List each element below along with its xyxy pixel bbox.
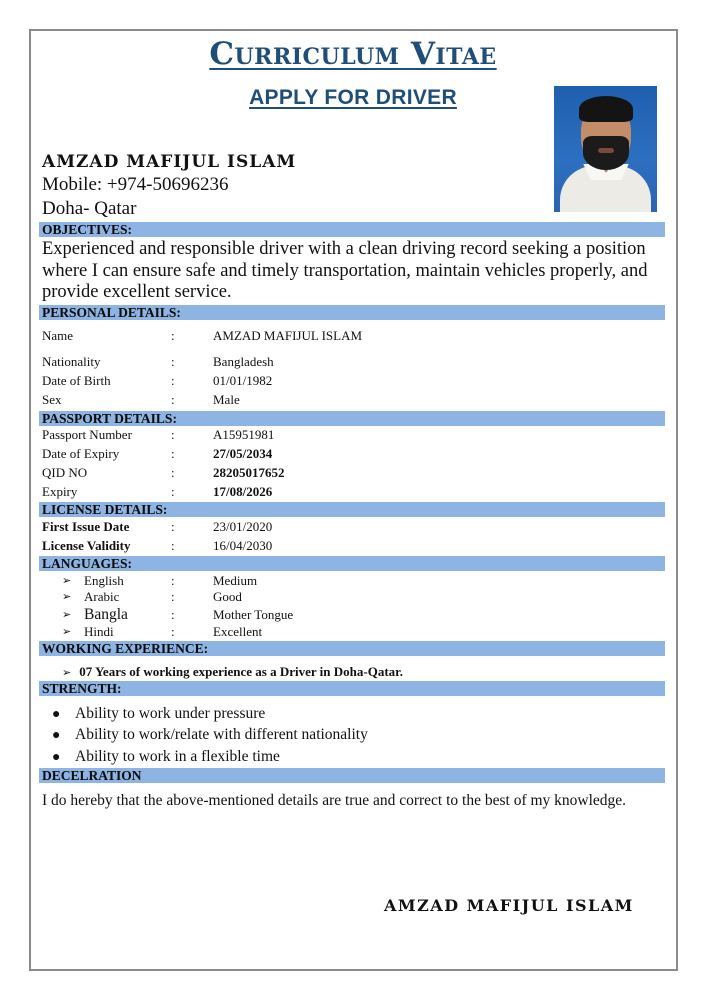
strength-text: Ability to work/relate with different nationality	[75, 726, 368, 743]
row-colon: :	[171, 538, 175, 553]
row-label: License Validity	[42, 538, 131, 553]
row-value: 01/01/1982	[213, 373, 273, 388]
row-colon: :	[171, 484, 175, 499]
arrow-bullet-icon: ➢	[62, 666, 72, 679]
row-value: A15951981	[213, 427, 275, 442]
row-colon: :	[171, 354, 175, 369]
row-colon: :	[171, 427, 175, 442]
applicant-location: Doha- Qatar	[42, 198, 137, 219]
language-level: Good	[213, 589, 242, 604]
applicant-name: AMZAD MAFIJUL ISLAM	[42, 152, 297, 172]
language-name: Hindi	[84, 624, 114, 639]
row-colon: :	[171, 373, 175, 388]
arrow-bullet-icon: ➢	[62, 625, 72, 638]
language-row	[62, 573, 642, 589]
row-value: Bangladesh	[213, 354, 274, 369]
language-level: Medium	[213, 573, 258, 588]
row-colon: :	[171, 607, 175, 622]
passport-row	[42, 484, 642, 500]
personal-row	[42, 328, 642, 344]
row-colon: :	[171, 446, 175, 461]
personal-heading: PERSONAL DETAILS:	[39, 305, 665, 320]
row-value: Male	[213, 392, 240, 407]
language-row	[62, 624, 642, 640]
passport-row	[42, 446, 642, 462]
passport-heading: PASSPORT DETAILS:	[39, 411, 665, 426]
row-colon: :	[171, 519, 175, 534]
row-colon: :	[171, 392, 175, 407]
arrow-bullet-icon: ➢	[62, 590, 72, 603]
experience-text: 07 Years of working experience as a Driver in Doha-Qatar.	[79, 664, 403, 679]
row-value: 16/04/2030	[213, 538, 273, 553]
strength-text: Ability to work under pressure	[75, 705, 266, 722]
language-name: Arabic	[84, 589, 120, 604]
language-name: English	[84, 573, 124, 588]
cv-title: Curriculum Vitae	[209, 36, 497, 72]
row-value: AMZAD MAFIJUL ISLAM	[213, 328, 363, 343]
row-label: Nationality	[42, 354, 101, 369]
strength-item	[52, 748, 280, 766]
row-colon: :	[171, 465, 175, 480]
language-level: Excellent	[213, 624, 263, 639]
arrow-bullet-icon: ➢	[62, 574, 72, 587]
objectives-heading: OBJECTIVES:	[39, 222, 665, 237]
strength-heading: STRENGTH:	[39, 681, 665, 696]
passport-row	[42, 427, 642, 443]
personal-row	[42, 392, 642, 408]
row-label: Expiry	[42, 484, 78, 499]
experience-heading: WORKING EXPERIENCE:	[39, 641, 665, 656]
row-label: First Issue Date	[42, 519, 130, 534]
personal-row	[42, 373, 642, 389]
row-label: Name	[42, 328, 74, 343]
row-label: Passport Number	[42, 427, 132, 442]
applicant-photo	[554, 86, 657, 212]
row-label: QID NO	[42, 465, 88, 480]
applicant-mobile: Mobile: +974-50696236	[42, 174, 229, 195]
row-label: Date of Expiry	[42, 446, 120, 461]
personal-row	[42, 354, 642, 370]
bullet-icon: ●	[52, 750, 61, 765]
language-row	[62, 607, 642, 623]
row-value: 17/08/2026	[213, 484, 273, 499]
cv-subtitle: APPLY FOR DRIVER	[249, 86, 457, 109]
row-value: 27/05/2034	[213, 446, 273, 461]
strength-text: Ability to work in a flexible time	[75, 748, 280, 765]
bullet-icon: ●	[52, 707, 61, 722]
passport-row	[42, 465, 642, 481]
objectives-text: Experienced and responsible driver with a clean driving record seeking a position where I can ensure safe and timely transportation, maintain vehicles properly, and provide excellent service.	[42, 239, 648, 302]
license-heading: LICENSE DETAILS:	[39, 502, 665, 517]
row-value: 23/01/2020	[213, 519, 273, 534]
declaration-heading: DECELRATION	[39, 768, 665, 783]
language-name: Bangla	[84, 606, 128, 623]
signature-name: AMZAD MAFIJUL ISLAM	[384, 896, 634, 915]
language-row	[62, 589, 642, 605]
row-colon: :	[171, 328, 175, 343]
experience-item	[62, 664, 403, 680]
license-row	[42, 519, 642, 535]
bullet-icon: ●	[52, 728, 61, 743]
declaration-text: I do hereby that the above-mentioned details are true and correct to the best of my knowledge.	[42, 792, 627, 809]
languages-heading: LANGUAGES:	[39, 556, 665, 571]
arrow-bullet-icon: ➢	[62, 608, 72, 621]
license-row	[42, 538, 642, 554]
row-label: Date of Birth	[42, 373, 111, 388]
row-colon: :	[171, 624, 175, 639]
row-value: 28205017652	[213, 465, 285, 480]
strength-item	[52, 705, 265, 723]
language-level: Mother Tongue	[213, 607, 294, 622]
row-label: Sex	[42, 392, 62, 407]
row-colon: :	[171, 573, 175, 588]
strength-item	[52, 726, 368, 744]
row-colon: :	[171, 589, 175, 604]
